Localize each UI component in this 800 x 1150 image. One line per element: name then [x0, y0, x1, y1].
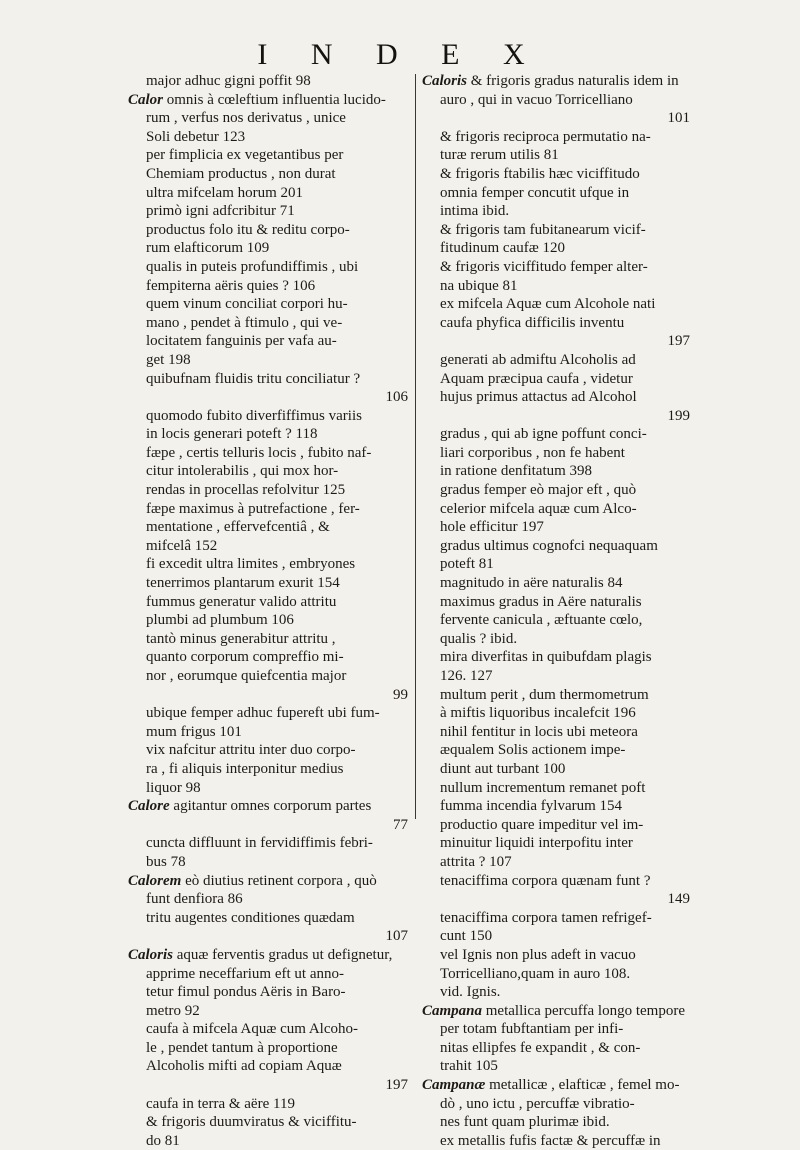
index-text: rendas in procellas refolvitur 125 [146, 482, 346, 499]
index-entry-line [422, 630, 690, 649]
index-text: locitatem fanguinis per vafa au- [146, 333, 337, 350]
index-entry-head [128, 91, 408, 110]
index-entry-line [422, 314, 690, 333]
index-text: rum , verfus nos derivatus , unice [146, 110, 346, 127]
index-entry-line [128, 407, 408, 426]
index-entry-line [128, 555, 408, 574]
index-text: Torricelliano,quam in auro 108. [440, 965, 631, 982]
index-text: tetur fimul pondus Aëris in Baro- [146, 984, 346, 1001]
index-text: nes funt quam plurimæ ibid. [440, 1114, 610, 1131]
index-text: fummus generatur valido attritu [146, 593, 337, 610]
index-keyword: Calorem [128, 872, 182, 889]
index-text: intima ibid. [440, 203, 510, 220]
index-entry-line [128, 462, 408, 481]
page-ref-number: 197 [385, 1077, 408, 1094]
index-text: vid. Ignis. [440, 984, 501, 1001]
index-keyword: Caloris [422, 73, 468, 89]
index-column-right [422, 72, 690, 1150]
index-text: agitantur omnes corporum partes [169, 798, 372, 815]
index-entry-line [422, 500, 690, 519]
index-entry-line [128, 1057, 408, 1076]
index-text: tritu augentes conditiones quædam [146, 909, 355, 926]
index-entry-line [422, 816, 690, 835]
index-text: dò , uno ictu , percuffæ vibratio- [440, 1095, 635, 1112]
index-text: & frigoris reciproca permutatio na- [440, 128, 651, 145]
index-entry-line [128, 500, 408, 519]
index-entry-line [128, 909, 408, 928]
index-text: eò diutius retinent corpora , quò [181, 872, 377, 889]
index-text: Soli debetur 123 [146, 128, 246, 145]
index-text: fæpe maximus à putrefactione , fer- [146, 500, 360, 517]
index-text: fumma incendia fylvarum 154 [440, 798, 623, 815]
index-entry-line [128, 834, 408, 853]
index-entry-line [422, 370, 690, 389]
index-entry-line [128, 425, 408, 444]
index-entry-line [422, 648, 690, 667]
index-text: in ratione denfitatum 398 [440, 463, 593, 480]
index-text: celerior mifcela aquæ cum Alco- [440, 500, 637, 517]
index-text: ubique femper adhuc fupereft ubi fum- [146, 705, 380, 722]
index-text: cunt 150 [440, 928, 493, 945]
index-text: ex metallis fufis factæ & percuffæ in [440, 1132, 661, 1149]
index-text: tenaciffima corpora quænam funt ? [440, 872, 651, 889]
index-text: & frigoris duumviratus & viciffitu- [146, 1114, 357, 1131]
index-text: mifcelâ 152 [146, 537, 218, 554]
index-text: bus 78 [146, 853, 186, 870]
index-entry-head [128, 797, 408, 816]
index-text: diunt aut turbant 100 [440, 760, 566, 777]
index-text: quibufnam fluidis tritu conciliatur ? [146, 370, 361, 387]
index-entry-line [128, 779, 408, 798]
index-entry-line [128, 258, 408, 277]
index-keyword: Campana [422, 1002, 483, 1019]
index-text: & frigoris tam fubitanearum vicif- [440, 221, 646, 238]
index-entry-line [422, 1113, 690, 1132]
index-entry-line [422, 704, 690, 723]
index-entry-line [422, 927, 690, 946]
index-entry-line [128, 1020, 408, 1039]
index-entry-line [422, 574, 690, 593]
index-text: à miftis liquoribus incalefcit 196 [440, 705, 636, 722]
index-entry-line [128, 741, 408, 760]
index-text: citur intolerabilis , qui mox hor- [146, 463, 339, 480]
index-text: ultra mifcelam horum 201 [146, 184, 304, 201]
index-text: caufa in terra & aëre 119 [146, 1095, 295, 1112]
index-text: & frigoris gradus naturalis idem in [467, 73, 679, 89]
index-entry-line [128, 965, 408, 984]
index-entry-line [128, 1132, 408, 1150]
index-text: le , pendet tantum à proportione [146, 1039, 338, 1056]
index-entry-line [422, 1095, 690, 1114]
index-entry-line [422, 239, 690, 258]
index-text: vix nafcitur attritu inter duo corpo- [146, 742, 356, 759]
index-entry-line [422, 146, 690, 165]
index-text: caufa phyfica difficilis inventu [440, 314, 625, 331]
index-entry-line [422, 667, 690, 686]
index-entry-line [128, 277, 408, 296]
index-entry-line [422, 797, 690, 816]
index-text: turæ rerum utilis 81 [440, 147, 559, 164]
index-text: quanto corporum compreffio mi- [146, 649, 344, 666]
index-text: attrita ? 107 [440, 853, 512, 870]
index-entry-line [128, 239, 408, 258]
index-text: apprime neceffarium eft ut anno- [146, 965, 344, 982]
index-keyword: Campanæ [422, 1077, 486, 1094]
index-text: fervente canicula , æftuante cœlo, [440, 612, 643, 629]
index-entry-line [128, 760, 408, 779]
index-entry-line [422, 128, 690, 147]
index-text: maximus gradus in Aëre naturalis [440, 593, 642, 610]
index-text: tenerrimos plantarum exurit 154 [146, 575, 340, 592]
index-entry-line [422, 555, 690, 574]
index-entry-line [128, 351, 408, 370]
index-text: gradus , qui ab igne poffunt conci- [440, 426, 647, 443]
index-text: nor , eorumque quiefcentia major [146, 668, 347, 684]
page-ref-number: 107 [385, 928, 408, 945]
index-text: gradus ultimus cognofci nequaquam [440, 537, 658, 554]
index-entry-line [128, 630, 408, 649]
index-entry-line [128, 202, 408, 221]
index-text: tantò minus generabitur attritu , [146, 630, 336, 647]
index-entry-line [422, 481, 690, 500]
index-entry-line [422, 184, 690, 203]
index-text: ra , fi aliquis interponitur medius [146, 760, 344, 777]
index-text: quomodo fubito diverfiffimus variis [146, 407, 362, 424]
index-text: nitas ellipfes fe expandit , & con- [440, 1039, 641, 1056]
index-text: generati ab admiftu Alcoholis ad [440, 351, 636, 368]
index-text: multum perit , dum thermometrum [440, 686, 649, 703]
index-entry-line [128, 611, 408, 630]
index-text: metallicæ , elafticæ , femel mo- [485, 1077, 680, 1094]
index-text: qualis ? ibid. [440, 630, 518, 647]
index-entry-line [422, 872, 690, 891]
index-entry-line [422, 779, 690, 798]
index-entry-line [128, 853, 408, 872]
index-text: productio quare impeditur vel im- [440, 816, 644, 833]
index-entry-line [128, 128, 408, 147]
index-text: cuncta diffluunt in fervidiffimis febri- [146, 835, 373, 852]
index-entry-line [128, 184, 408, 203]
index-text: hujus primus attactus ad Alcohol [440, 389, 637, 406]
index-text: mentatione , effervefcentiâ , & [146, 519, 330, 536]
index-text: ex mifcela Aquæ cum Alcohole nati [440, 296, 656, 313]
index-text: gradus femper eò major eft , quò [440, 482, 637, 499]
index-entry-line [422, 91, 690, 110]
index-text: Alcoholis mifti ad copiam Aquæ [146, 1058, 342, 1075]
index-text: nullum incrementum remanet poft [440, 779, 646, 796]
index-entry-line [128, 370, 408, 389]
index-text: fempiterna aëris quies ? 106 [146, 277, 316, 294]
index-entry-line [128, 314, 408, 333]
index-entry-line [128, 574, 408, 593]
index-text: na ubique 81 [440, 277, 518, 294]
index-text: auro , qui in vacuo Torricelliano [440, 91, 633, 108]
index-text: fitudinum caufæ 120 [440, 240, 565, 257]
index-entry-line [422, 760, 690, 779]
page-ref-number: 106 [385, 389, 408, 406]
index-text: fi excedit ultra limites , embryones [146, 556, 356, 573]
page-ref-number: 199 [667, 407, 690, 424]
index-entry-line [128, 295, 408, 314]
index-keyword: Calore [128, 798, 170, 815]
page-header: I N D E X [257, 38, 543, 71]
index-text: trahit 105 [440, 1058, 498, 1075]
index-entry-line [422, 983, 690, 1002]
index-entry-line [128, 165, 408, 184]
index-entry-line [422, 946, 690, 965]
index-entry-line [422, 853, 690, 872]
index-entry-line [128, 890, 408, 909]
index-entry-head [128, 872, 408, 891]
index-text: primò igni adfcribitur 71 [146, 203, 295, 220]
index-entry-line [422, 444, 690, 463]
index-text: mira diverfitas in quibufdam plagis [440, 649, 652, 666]
index-entry-line [422, 425, 690, 444]
index-entry-line [128, 1039, 408, 1058]
index-entry-line [422, 537, 690, 556]
index-entry-line [128, 593, 408, 612]
index-entry-line [128, 983, 408, 1002]
index-keyword: Calor [128, 91, 164, 108]
index-text: tenaciffima corpora tamen refrigef- [440, 909, 652, 926]
index-entry-line [422, 686, 690, 705]
index-entry-line [128, 1113, 408, 1132]
index-entry-line [128, 1095, 408, 1114]
index-entry-line [422, 965, 690, 984]
index-text: qualis in puteis profundiffimis , ubi [146, 258, 359, 275]
index-text: Aquam præcipua caufa , videtur [440, 370, 633, 387]
index-entry-line [128, 537, 408, 556]
index-text: funt denfiora 86 [146, 891, 243, 908]
index-text: fæpe , certis telluris locis , fubito naf- [146, 444, 372, 461]
index-text: plumbi ad plumbum 106 [146, 612, 294, 629]
index-entry-head [422, 1076, 690, 1095]
index-text: rum elafticorum 109 [146, 240, 270, 257]
index-entry-line [422, 202, 690, 221]
index-entry-line [422, 1020, 690, 1039]
index-text: mano , pendet à ftimulo , qui ve- [146, 314, 343, 331]
page-ref-number: 149 [667, 891, 690, 908]
page-ref-number: 99 [393, 686, 408, 703]
index-entry-line [422, 518, 690, 537]
index-entry-line [128, 146, 408, 165]
index-text: aquæ ferventis gradus ut defignetur, [173, 946, 393, 963]
index-text: productus folo itu & reditu corpo- [146, 221, 350, 238]
index-entry-line [128, 221, 408, 240]
index-entry-line [128, 109, 408, 128]
index-entry-line [422, 277, 690, 296]
index-text: in locis generari poteft ? 118 [146, 426, 318, 443]
index-text: æqualem Solis actionem impe- [440, 742, 626, 759]
index-text: do 81 [146, 1132, 180, 1149]
index-entry-line [128, 648, 408, 667]
index-entry-line [422, 741, 690, 760]
page-ref-number: 101 [667, 110, 690, 127]
index-entry-line [128, 481, 408, 500]
index-entry-line [422, 611, 690, 630]
index-entry-line [128, 704, 408, 723]
index-entry-line [422, 1057, 690, 1076]
index-entry-line [422, 462, 690, 481]
index-entry-head [128, 946, 408, 965]
index-entry-line [422, 1132, 690, 1150]
index-entry-line [422, 221, 690, 240]
index-text: poteft 81 [440, 556, 494, 573]
index-text: omnia femper concutit ufque in [440, 184, 630, 201]
index-text: caufa à mifcela Aquæ cum Alcoho- [146, 1021, 359, 1038]
index-text: major adhuc gigni poffit 98 [146, 73, 311, 89]
index-text: hole efficitur 197 [440, 519, 544, 536]
index-entry-line [128, 444, 408, 463]
index-entry-head [422, 1002, 690, 1021]
index-text: liari corporibus , non fe habent [440, 444, 625, 461]
index-text: per totam fubftantiam per infi- [440, 1021, 624, 1038]
index-entry-line [128, 1002, 408, 1021]
index-entry-line [422, 295, 690, 314]
index-entry-line [422, 258, 690, 277]
index-text: metallica percuffa longo tempore [482, 1002, 685, 1019]
index-entry-line [128, 667, 408, 686]
index-entry-line [128, 332, 408, 351]
index-text: get 198 [146, 351, 191, 368]
index-entry-line [422, 593, 690, 612]
index-text: metro 92 [146, 1002, 200, 1019]
index-entry-line [422, 1039, 690, 1058]
index-entry-line [422, 388, 690, 407]
index-entry-line [422, 723, 690, 742]
index-entry-line [128, 72, 408, 91]
index-text: quem vinum conciliat corpori hu- [146, 296, 348, 313]
index-column-left [128, 72, 408, 1150]
index-entry-line [128, 518, 408, 537]
index-entry-line [422, 909, 690, 928]
index-text: per fimplicia ex vegetantibus per [146, 147, 344, 164]
index-text: minuitur liquidi interpofitu inter [440, 835, 633, 852]
index-text: vel Ignis non plus adeft in vacuo [440, 946, 636, 963]
index-keyword: Caloris [128, 946, 174, 963]
index-text: magnitudo in aëre naturalis 84 [440, 575, 623, 592]
index-text: & frigoris viciffitudo femper alter- [440, 258, 648, 275]
index-entry-head [422, 72, 690, 91]
page-ref-number: 197 [667, 333, 690, 350]
index-text: mum frigus 101 [146, 723, 242, 740]
index-text: nihil fentitur in locis ubi meteora [440, 723, 638, 740]
index-entry-line [422, 834, 690, 853]
index-text: Chemiam productus , non durat [146, 165, 336, 182]
column-divider [415, 74, 416, 819]
index-text: & frigoris ftabilis hæc viciffitudo [440, 165, 640, 182]
index-entry-line [128, 723, 408, 742]
index-text: omnis à cœleftium influentia lucido- [163, 91, 386, 108]
index-text: 126. 127 [440, 668, 493, 684]
index-text: liquor 98 [146, 779, 201, 796]
index-entry-line [422, 351, 690, 370]
page-ref-number: 77 [393, 816, 408, 833]
index-entry-line [422, 165, 690, 184]
